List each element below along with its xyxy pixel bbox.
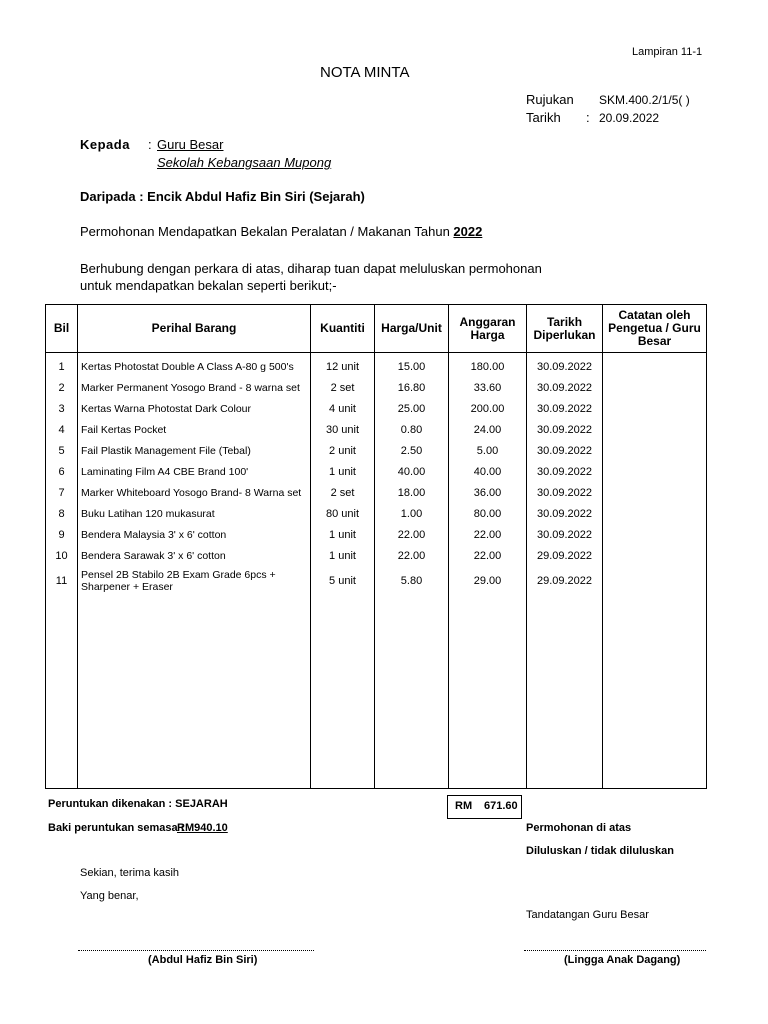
cell-price: 15.00 [375,353,449,378]
subject-text: Permohonan Mendapatkan Bekalan Peralatan / Makanan Tahun [80,224,454,239]
cell-total: 24.00 [449,419,527,440]
rujukan-label: Rujukan [526,92,574,107]
table-row [46,566,707,596]
cell-date: 30.09.2022 [527,377,603,398]
cell-qty: 80 unit [311,503,375,524]
header-kuantiti: Kuantiti [311,305,375,353]
table-row [46,353,707,378]
cell-price: 1.00 [375,503,449,524]
cell-qty: 2 unit [311,440,375,461]
cell-price: 2.50 [375,440,449,461]
cell-item: Pensel 2B Stabilo 2B Exam Grade 6pcs + Sharpener + Eraser [78,566,311,596]
cell-qty: 2 set [311,482,375,503]
kepada-school: Sekolah Kebangsaan Mupong [157,155,332,170]
rujukan-value: SKM.400.2/1/5( ) [599,93,690,107]
cell-bil: 11 [46,566,78,596]
cell-qty: 30 unit [311,419,375,440]
cell-bil: 6 [46,461,78,482]
cell-item: Fail Plastik Management File (Tebal) [78,440,311,461]
tarikh-value: 20.09.2022 [599,111,660,125]
cell-date: 29.09.2022 [527,545,603,566]
cell-item: Kertas Photostat Double A Class A-80 g 500's [78,353,311,378]
cell-total: 33.60 [449,377,527,398]
cell-price: 0.80 [375,419,449,440]
cell-bil: 1 [46,353,78,378]
cell-price: 16.80 [375,377,449,398]
sender-name: (Abdul Hafiz Bin Siri) [148,954,258,966]
table-row [46,440,707,461]
cell-date: 30.09.2022 [527,419,603,440]
document-title: NOTA MINTA [320,64,410,81]
cell-qty: 2 set [311,377,375,398]
cell-total: 29.00 [449,566,527,596]
daripada-line: Daripada : Encik Abdul Hafiz Bin Siri (Sejarah) [80,189,365,204]
cell-qty: 4 unit [311,398,375,419]
kepada-sep: : [148,137,152,152]
cell-price: 40.00 [375,461,449,482]
table-row [46,482,707,503]
cell-item: Bendera Sarawak 3' x 6' cotton [78,545,311,566]
cell-qty: 1 unit [311,524,375,545]
approver-signature-line [524,950,706,951]
cell-total: 40.00 [449,461,527,482]
header-perihal: Perihal Barang [78,305,311,353]
cell-item: Marker Whiteboard Yosogo Brand- 8 Warna set [78,482,311,503]
total-currency: RM [455,800,473,812]
cell-date: 30.09.2022 [527,461,603,482]
intro-line-2: untuk mendapatkan bekalan seperti berikut;- [80,278,337,293]
header-bil: Bil [46,305,78,353]
header-anggaran: Anggaran Harga [449,305,527,353]
lampiran-label: Lampiran 11-1 [632,46,703,58]
cell-note [603,440,707,461]
cell-note [603,524,707,545]
cell-total: 36.00 [449,482,527,503]
cell-qty: 12 unit [311,353,375,378]
cell-item: Marker Permanent Yosogo Brand - 8 warna set [78,377,311,398]
cell-price: 25.00 [375,398,449,419]
permohonan-label: Permohonan di atas [526,822,632,834]
cell-bil: 9 [46,524,78,545]
cell-item: Laminating Film A4 CBE Brand 100' [78,461,311,482]
peruntukan-line: Peruntukan dikenakan : SEJARAH [48,798,228,810]
cell-note [603,461,707,482]
tarikh-sep: : [586,110,590,125]
table-header-row [46,305,707,353]
header-harga-unit: Harga/Unit [375,305,449,353]
cell-price: 5.80 [375,566,449,596]
cell-bil: 5 [46,440,78,461]
cell-note [603,482,707,503]
cell-total: 180.00 [449,353,527,378]
cell-note [603,566,707,596]
cell-item: Buku Latihan 120 mukasurat [78,503,311,524]
cell-item: Kertas Warna Photostat Dark Colour [78,398,311,419]
subject-year: 2022 [453,224,483,239]
total-amount: 671.60 [484,800,518,812]
cell-note [603,377,707,398]
cell-item: Bendera Malaysia 3' x 6' cotton [78,524,311,545]
cell-price: 22.00 [375,524,449,545]
table-row [46,377,707,398]
closing-regards: Yang benar, [80,890,139,902]
cell-price: 22.00 [375,545,449,566]
cell-qty: 5 unit [311,566,375,596]
cell-bil: 4 [46,419,78,440]
cell-date: 30.09.2022 [527,440,603,461]
signature-label: Tandatangan Guru Besar [526,909,649,921]
cell-bil: 2 [46,377,78,398]
cell-bil: 10 [46,545,78,566]
subject-line [80,224,482,239]
cell-date: 30.09.2022 [527,398,603,419]
cell-total: 22.00 [449,524,527,545]
diluluskan-label: Diluluskan / tidak diluluskan [526,845,674,857]
cell-bil: 8 [46,503,78,524]
kepada-label: Kepada [80,137,130,152]
cell-date: 30.09.2022 [527,503,603,524]
cell-note [603,353,707,378]
header-catatan: Catatan oleh Pengetua / Guru Besar [603,305,707,353]
cell-total: 22.00 [449,545,527,566]
table-row [46,419,707,440]
table-row [46,398,707,419]
cell-note [603,545,707,566]
cell-bil: 7 [46,482,78,503]
approver-name: (Lingga Anak Dagang) [564,954,681,966]
cell-note [603,419,707,440]
total-box [447,795,522,819]
cell-item: Fail Kertas Pocket [78,419,311,440]
cell-date: 30.09.2022 [527,524,603,545]
intro-line-1: Berhubung dengan perkara di atas, diharap tuan dapat meluluskan permohonan [80,261,542,276]
closing-thanks: Sekian, terima kasih [80,867,180,879]
cell-date: 30.09.2022 [527,482,603,503]
baki-value: RM940.10 [177,822,228,834]
cell-price: 18.00 [375,482,449,503]
cell-total: 200.00 [449,398,527,419]
cell-note [603,503,707,524]
kepada-recipient: Guru Besar [157,137,224,152]
cell-qty: 1 unit [311,545,375,566]
cell-date: 30.09.2022 [527,353,603,378]
cell-bil: 3 [46,398,78,419]
cell-qty: 1 unit [311,461,375,482]
cell-total: 5.00 [449,440,527,461]
table-filler-row [46,596,707,789]
table-row [46,461,707,482]
table-row [46,545,707,566]
cell-date: 29.09.2022 [527,566,603,596]
sender-signature-line [78,950,314,951]
header-tarikh: Tarikh Diperlukan [527,305,603,353]
tarikh-label: Tarikh [526,110,561,125]
items-table [45,304,707,789]
table-row [46,524,707,545]
cell-total: 80.00 [449,503,527,524]
baki-label: Baki peruntukan semasa : [48,822,185,834]
cell-note [603,398,707,419]
table-row [46,503,707,524]
